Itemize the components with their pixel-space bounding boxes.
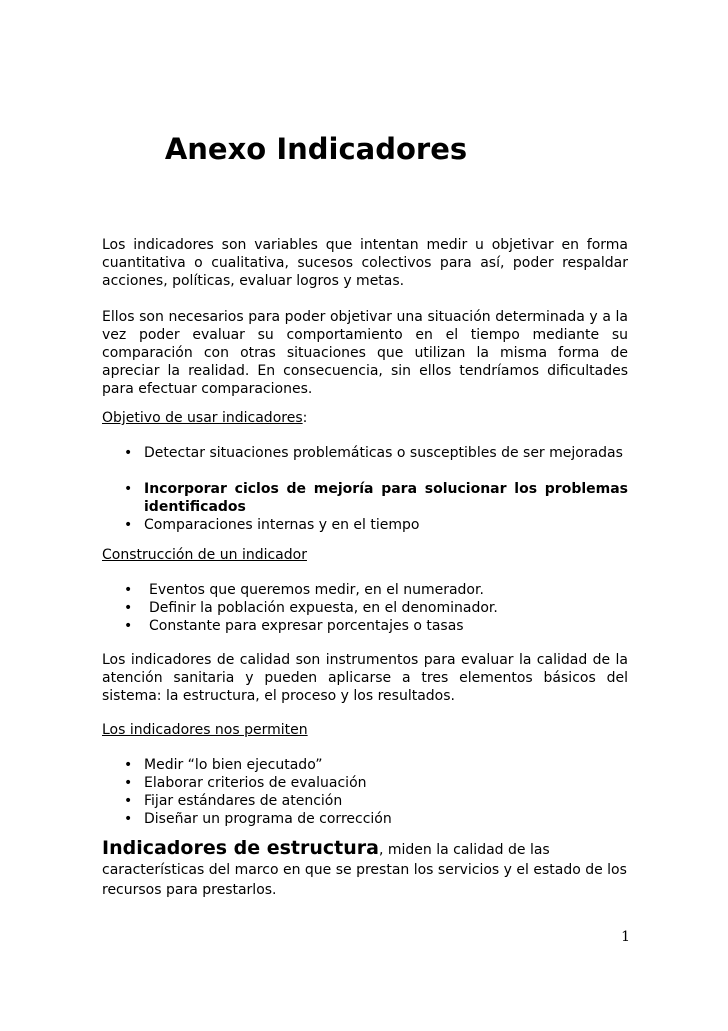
list-item [124,774,628,792]
objective-heading-colon: : [302,410,308,426]
permits-heading: Los indicadores nos permiten [102,722,308,738]
bullet-icon: • [124,445,133,461]
list-item [124,792,628,810]
list-item [124,516,628,534]
page-number: 1 [621,929,630,945]
necessity-paragraph: Ellos son necesarios para poder objetivar una situación determinada y a la vez poder evaluar su comportamiento en el tiempo mediante su comparación con otras situaciones que utilizan la misma forma de apreciar la realidad. En consecuencia, sin ellos tendríamos dificultades para efectuar comparaciones. [102,309,628,397]
bullet-icon: • [124,600,133,616]
objective-list [124,444,628,534]
objective-item-2: Incorporar ciclos de mejoría para solucionar los problemas identificados [144,481,628,515]
bullet-icon: • [124,582,133,598]
permits-item-1: Medir “lo bien ejecutado” [144,757,323,773]
structure-lead: Indicadores de estructura [102,837,379,859]
bullet-icon: • [124,757,133,773]
construction-heading: Construcción de un indicador [102,547,307,563]
construction-item-1: Eventos que queremos medir, en el numerador. [149,582,484,598]
structure-paragraph [102,838,628,900]
page-title: Anexo Indicadores [164,132,468,166]
objective-item-3: Comparaciones internas y en el tiempo [144,517,420,533]
bullet-icon: • [124,618,133,634]
objective-heading: Objetivo de usar indicadores [102,410,303,426]
construction-item-2: Definir la población expuesta, en el denominador. [149,600,498,616]
structure-text: , miden la calidad de las características del marco en que se prestan los servicios y el estado de los recursos para prestarlos. [102,842,627,898]
bullet-icon: • [124,481,133,497]
permits-item-3: Fijar estándares de atención [144,793,343,809]
list-item [124,581,628,599]
list-item [124,480,628,516]
objective-heading-line [102,409,628,427]
bullet-icon: • [124,811,133,827]
bullet-icon: • [124,793,133,809]
construction-item-3: Constante para expresar porcentajes o tasas [149,618,464,634]
bullet-icon: • [124,517,133,533]
permits-item-2: Elaborar criterios de evaluación [144,775,367,791]
list-item [124,444,628,480]
objective-item-1: Detectar situaciones problemáticas o susceptibles de ser mejoradas [144,445,623,461]
construction-list [124,581,628,635]
list-item [124,617,628,635]
list-item [124,756,628,774]
bullet-icon: • [124,775,133,791]
permits-list [124,756,628,828]
permits-item-4: Diseñar un programa de corrección [144,811,392,827]
intro-paragraph: Los indicadores son variables que intentan medir u objetivar en forma cuantitativa o cualitativa, sucesos colectivos para así, poder respaldar acciones, políticas, evaluar logros y metas. [102,237,628,289]
list-item [124,599,628,617]
quality-paragraph: Los indicadores de calidad son instrumentos para evaluar la calidad de la atención sanitaria y pueden aplicarse a tres elementos básicos del sistema: la estructura, el proceso y los resultados. [102,652,628,704]
list-item [124,810,628,828]
